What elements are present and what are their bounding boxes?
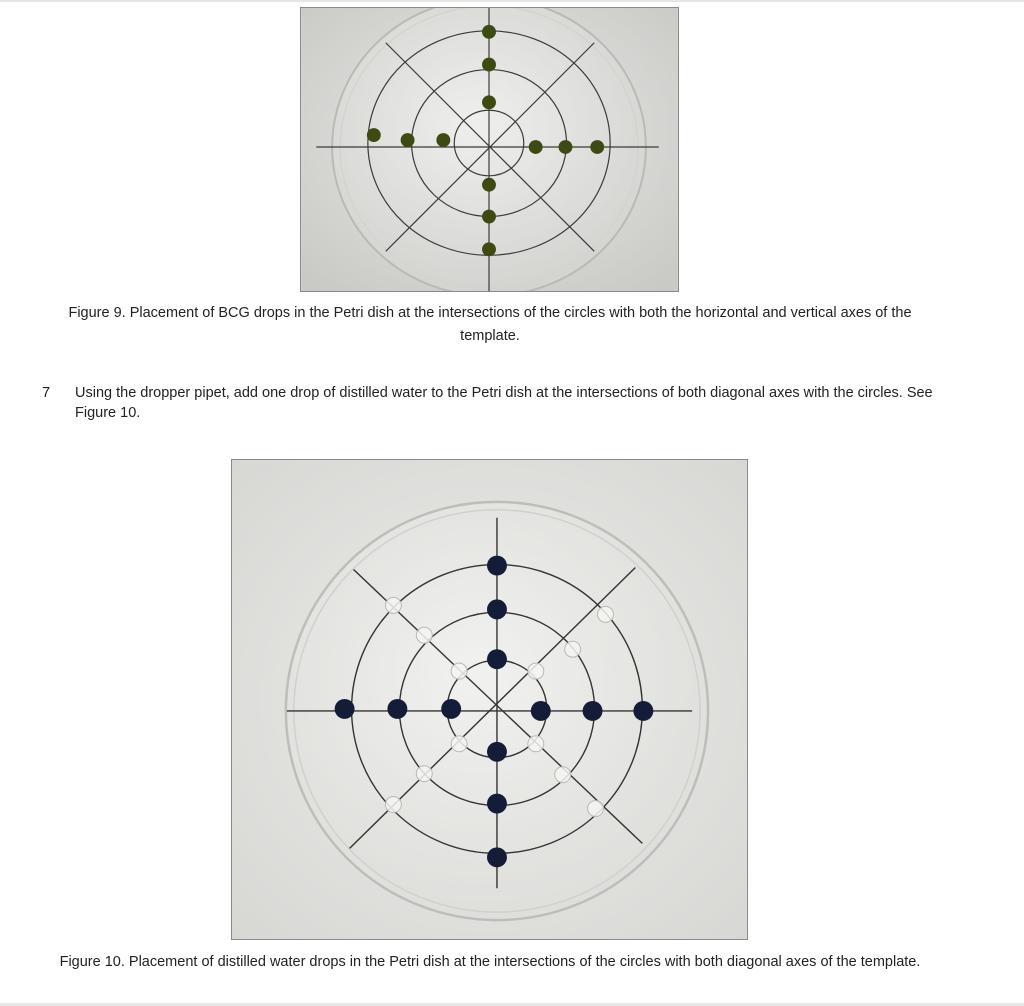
figure-9-caption: Figure 9. Placement of BCG drops in the Petri dish at the intersections of the circles with both the horizontal and vertical axes of the template. (68, 305, 912, 344)
water-drop (565, 641, 581, 657)
top-divider (0, 0, 1024, 2)
bcg-drop (487, 847, 507, 867)
water-drop (588, 801, 604, 817)
bcg-drop (531, 701, 551, 721)
bcg-drop (583, 701, 603, 721)
bcg-drop (529, 140, 543, 154)
water-drop (385, 797, 401, 813)
water-drop (528, 663, 544, 679)
bcg-drop (590, 140, 604, 154)
bcg-drop (387, 699, 407, 719)
water-drop (598, 606, 614, 622)
bcg-drop (487, 742, 507, 762)
water-drop (451, 663, 467, 679)
water-drop (416, 627, 432, 643)
step-number: 7 (42, 385, 51, 401)
bcg-drop (482, 210, 496, 224)
figure-10-caption: Figure 10. Placement of distilled water drops in the Petri dish at the intersections of the circles with both diagonal axes of the template. (59, 954, 921, 970)
water-drop (451, 736, 467, 752)
step-text: Using the dropper pipet, add one drop of distilled water to the Petri dish at the intersections of both diagonal axes with the circles. See Figure 10. (75, 385, 933, 421)
bcg-drop (482, 242, 496, 256)
bcg-drop (487, 599, 507, 619)
bcg-drop (335, 699, 355, 719)
bcg-drop (487, 649, 507, 669)
bcg-drop (482, 58, 496, 72)
bcg-drop (401, 133, 415, 147)
bcg-drop (559, 140, 573, 154)
water-drop (555, 767, 571, 783)
bcg-drop (633, 701, 653, 721)
water-drop (416, 766, 432, 782)
water-drop (385, 597, 401, 613)
bcg-drop (367, 128, 381, 142)
bcg-drop (487, 794, 507, 814)
figure-9-photo (300, 7, 679, 292)
bcg-drop (441, 699, 461, 719)
bcg-drop (487, 556, 507, 576)
bcg-drop (482, 25, 496, 39)
bcg-drop (482, 95, 496, 109)
bcg-drop (482, 178, 496, 192)
figure-10-photo (231, 459, 748, 940)
water-drop (528, 736, 544, 752)
bcg-drop (436, 133, 450, 147)
